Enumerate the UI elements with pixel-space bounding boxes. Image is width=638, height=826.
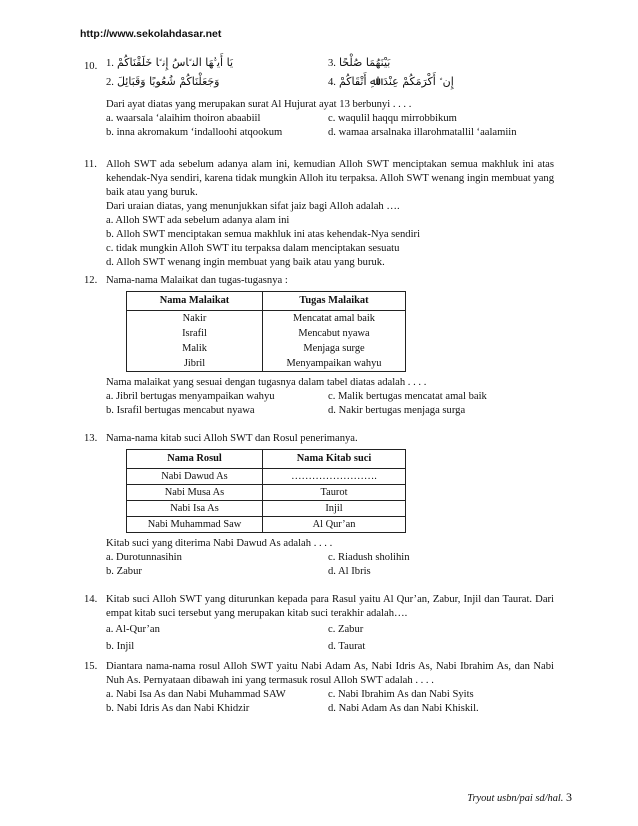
table-row — [127, 516, 406, 532]
table-row — [127, 468, 406, 484]
table-row — [127, 341, 406, 356]
option-a[interactable]: a. Al-Qur’an — [106, 623, 160, 635]
table-cell: Mencatat amal baik — [263, 310, 406, 326]
question-number: 13. — [84, 433, 98, 444]
arabic-option-4: 4. إِنﱠ أَﻛْﺮَﻣَﻜُﻢْ ﻋِﻨْﺪَ اﷲِ أَﺗْﻘَﺎﻛُﻢْ — [328, 74, 454, 88]
option-b[interactable]: b. Nabi Idris As dan Nabi Khidzir — [106, 702, 250, 714]
option-c[interactable]: c. Nabi Ibrahim As dan Nabi Syits — [328, 688, 474, 700]
table-cell: Jibril — [127, 356, 263, 372]
option-a[interactable]: a. Nabi Isa As dan Nabi Muhammad SAW — [106, 688, 286, 700]
question-stem: Nama-nama kitab suci Alloh SWT dan Rosul penerimanya. — [106, 433, 358, 444]
table-cell: Israfil — [127, 326, 263, 341]
question-prompt: Kitab suci yang diterima Nabi Dawud As adalah . . . . — [106, 537, 333, 549]
option-c[interactable]: c. Zabur — [328, 623, 364, 635]
option-b[interactable]: b. Israfil bertugas mencabut nyawa — [106, 404, 255, 416]
question-number: 11. — [84, 159, 97, 170]
question-number: 14. — [84, 594, 98, 605]
question-15 — [84, 660, 554, 716]
table-cell: ……………………. — [263, 468, 406, 484]
arabic-option-2: 2. وَﺟَﻌَﻠْﻨَﺎﻛُﻢْ ﺷُﻌُﻮﺑًﺎ وَﻗَﺒَﺎﺋِﻞَ — [106, 74, 220, 88]
answer-options — [106, 623, 554, 654]
table-header: Nama Rosul — [127, 449, 263, 468]
table-cell: Nabi Muhammad Saw — [127, 516, 263, 532]
option-d[interactable]: d. Nakir bertugas menjaga surga — [328, 404, 466, 416]
table-cell: Mencabut nyawa — [263, 326, 406, 341]
option-a[interactable]: a. Jibril bertugas menyampaikan wahyu — [106, 390, 275, 402]
answer-options — [106, 214, 554, 270]
option-b[interactable]: b. inna akromakum ‘indalloohi atqookum — [106, 126, 283, 138]
option-b[interactable]: b. Zabur — [106, 565, 142, 577]
table-cell: Malik — [127, 341, 263, 356]
question-11 — [84, 158, 554, 270]
question-stem: Diantara nama-nama rosul Alloh SWT yaitu Nabi Adam As, Nabi Idris As, Nabi Ibrahim As, dan Nabi Nuh As. Pernyataan dibawah ini yang termasuk rosul Alloh SWT adalah . . . . — [106, 661, 554, 686]
table-cell: Nabi Dawud As — [127, 468, 263, 484]
question-14 — [84, 593, 554, 654]
option-d[interactable]: d. Al Ibris — [328, 565, 371, 577]
table-row — [127, 356, 406, 372]
option-c[interactable]: c. waqulil haqqu mirrobbikum — [328, 112, 457, 124]
table-cell: Nakir — [127, 310, 263, 326]
question-stem: Nama-nama Malaikat dan tugas-tugasnya : — [106, 275, 288, 286]
question-stem: Dari ayat diatas yang merupakan surat Al Hujurat ayat 13 berbunyi . . . . — [106, 98, 412, 110]
table-cell: Nabi Musa As — [127, 484, 263, 500]
question-13 — [84, 432, 554, 579]
table-cell: Al Qur’an — [263, 516, 406, 532]
option-d[interactable]: d. Nabi Adam As dan Nabi Khiskil. — [328, 702, 479, 714]
option-a[interactable]: a. Durotunnasihin — [106, 551, 182, 563]
answer-options — [106, 112, 554, 140]
answer-options — [106, 688, 554, 716]
question-number: 12. — [84, 275, 98, 286]
arabic-options-row-1 — [106, 56, 554, 71]
option-c[interactable]: c. Malik bertugas mencatat amal baik — [328, 390, 487, 402]
page-footer — [467, 790, 572, 806]
question-prompt: Nama malaikat yang sesuai dengan tugasnya dalam tabel diatas adalah . . . . — [106, 376, 427, 388]
question-12 — [84, 274, 554, 418]
table-row — [127, 484, 406, 500]
option-a[interactable]: a. Alloh SWT ada sebelum adanya alam ini — [106, 214, 290, 226]
table-header: Nama Malaikat — [127, 291, 263, 310]
option-d[interactable]: d. Taurat — [328, 640, 366, 652]
footer-label: Tryout usbn/pai sd/hal. — [467, 793, 564, 804]
scriptures-table — [126, 449, 406, 533]
answer-options — [106, 551, 554, 579]
question-prompt: Dari uraian diatas, yang menunjukkan sifat jaiz bagi Alloh adalah …. — [106, 200, 400, 212]
option-b[interactable]: b. Injil — [106, 640, 135, 652]
table-row — [127, 500, 406, 516]
question-number: 10. — [84, 61, 98, 72]
question-10 — [84, 56, 554, 140]
question-stem: Kitab suci Alloh SWT yang diturunkan kepada para Rasul yaitu Al Qur’an, Zabur, Injil dan Taurat. Dari empat kitab suci tersebut yang merupakan kitab suci terakhir adalah…. — [106, 594, 554, 619]
source-url[interactable]: http://www.sekolahdasar.net — [80, 28, 222, 40]
table-header: Nama Kitab suci — [263, 449, 406, 468]
option-d[interactable]: d. wamaa arsalnaka illarohmatallil ‘aalamiin — [328, 126, 517, 138]
table-cell: Menyampaikan wahyu — [263, 356, 406, 372]
option-c[interactable]: c. Riadush sholihin — [328, 551, 410, 563]
table-cell: Taurot — [263, 484, 406, 500]
option-d[interactable]: d. Alloh SWT wenang ingin membuat yang baik atau yang buruk. — [106, 256, 385, 268]
table-header: Tugas Malaikat — [263, 291, 406, 310]
table-cell: Menjaga surge — [263, 341, 406, 356]
table-row — [127, 310, 406, 326]
arabic-option-3: 3. ﺑَﻴْﻨَﻬُﻤَﺎ ﺻُﻠْﺤًﺎ — [328, 56, 391, 69]
option-c[interactable]: c. tidak mungkin Alloh SWT itu terpaksa dalam menciptakan sesuatu — [106, 242, 400, 254]
table-cell: Nabi Isa As — [127, 500, 263, 516]
arabic-option-1: 1. ﻳَﺎ أَﻳﱡﻬَﺎ اﻟﻨﱠﺎسُ إِﻧﱠﺎ ﺧَﻠَﻘْﻨَﺎﻛُﻢْ — [106, 56, 234, 69]
page-number: 3 — [566, 790, 572, 804]
question-stem: Alloh SWT ada sebelum adanya alam ini, kemudian Alloh SWT menciptakan semua makhluk ini atas kehendak-Nya sendiri, karena tidak mungkin Alloh itu terpaksa. Alloh SWT wenang ingin membuat yang baik atau yang buruk. — [106, 159, 554, 198]
arabic-options-row-2 — [106, 75, 554, 90]
option-a[interactable]: a. waarsala ‘alaihim thoiron abaabiil — [106, 112, 261, 124]
angel-duties-table — [126, 291, 406, 372]
option-b[interactable]: b. Alloh SWT menciptakan semua makhluk ini atas kehendak-Nya sendiri — [106, 228, 421, 240]
table-cell: Injil — [263, 500, 406, 516]
question-number: 15. — [84, 661, 98, 672]
answer-options — [106, 390, 554, 418]
table-row — [127, 326, 406, 341]
